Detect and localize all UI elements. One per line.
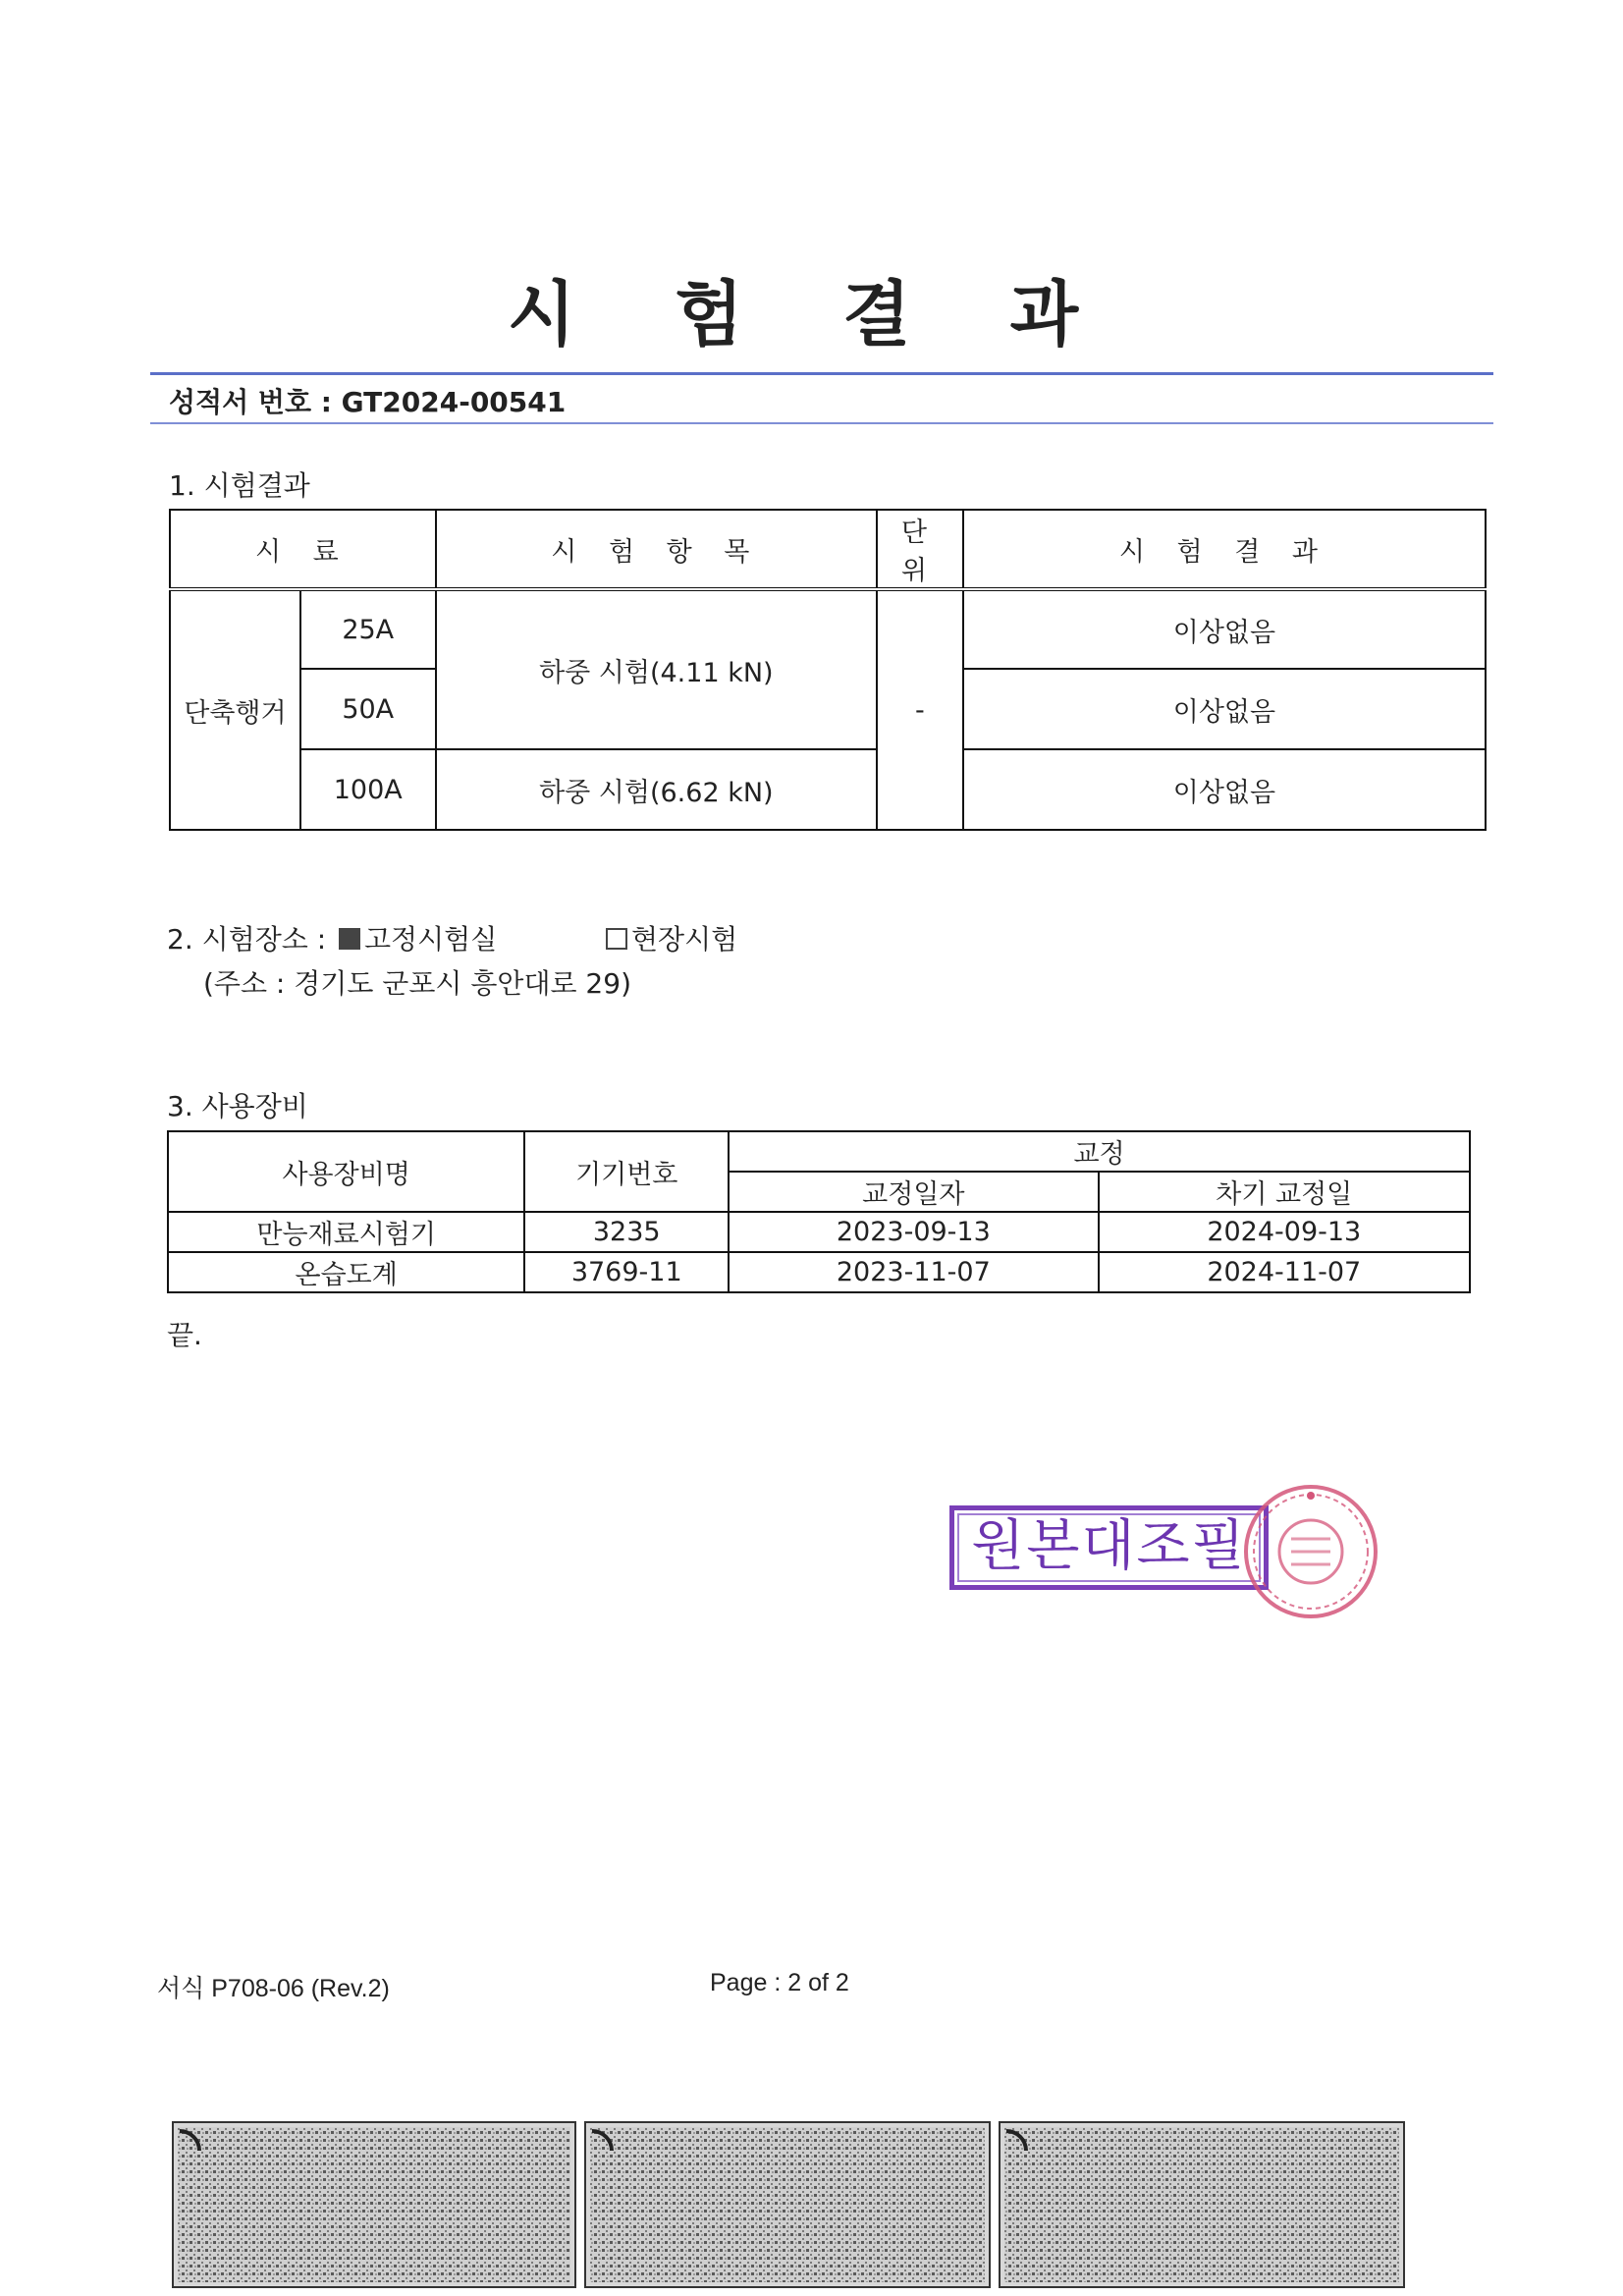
sample-size: 50A xyxy=(300,669,436,749)
checkbox-checked-icon xyxy=(339,928,360,950)
end-mark: 끝. xyxy=(167,1319,202,1351)
header-serial-number: 기기번호 xyxy=(524,1131,729,1212)
document-title: 시 험 결 과 xyxy=(507,273,1116,355)
calibration-date: 2023-09-13 xyxy=(729,1212,1098,1252)
test-address: (주소 : 경기도 군포시 흥안대로 29) xyxy=(203,967,631,1000)
test-result-table xyxy=(169,509,1487,831)
sample-name: 단축행거 xyxy=(170,589,300,830)
security-pattern xyxy=(174,2123,574,2286)
test-result: 이상없음 xyxy=(963,749,1486,830)
test-item: 하중 시험(6.62 kN) xyxy=(436,749,877,830)
calibration-date: 2023-11-07 xyxy=(729,1252,1098,1292)
unit-value: - xyxy=(877,589,963,830)
test-item: 하중 시험(4.11 kN) xyxy=(436,589,877,749)
header-unit: 단 위 xyxy=(877,510,963,589)
stamp-text: 원본대조필 xyxy=(971,1514,1247,1578)
sample-size: 25A xyxy=(300,589,436,669)
page-number: Page : 2 of 2 xyxy=(710,1969,849,1996)
checkbox-unchecked-icon xyxy=(606,928,627,950)
header-sample: 시 료 xyxy=(170,510,436,589)
security-code-3 xyxy=(999,2121,1405,2288)
equipment-serial: 3235 xyxy=(524,1212,729,1252)
option-field-test xyxy=(606,918,737,957)
header-rule-bottom xyxy=(150,422,1493,424)
certified-copy-stamp xyxy=(949,1505,1269,1590)
equipment-table xyxy=(167,1130,1471,1293)
equipment-name: 만능재료시험기 xyxy=(168,1212,524,1252)
stamp-inner-border xyxy=(957,1513,1261,1582)
next-calibration-date: 2024-09-13 xyxy=(1099,1212,1470,1252)
header-test-item: 시 험 항 목 xyxy=(436,510,877,589)
header-equipment-name: 사용장비명 xyxy=(168,1131,524,1212)
form-number: 서식 P708-06 (Rev.2) xyxy=(157,1975,390,2002)
equipment-name: 온습도계 xyxy=(168,1252,524,1292)
test-result: 이상없음 xyxy=(963,589,1486,669)
next-calibration-date: 2024-11-07 xyxy=(1099,1252,1470,1292)
header-calibration-date: 교정일자 xyxy=(729,1172,1098,1212)
company-seal-icon xyxy=(1237,1478,1384,1625)
section2-heading: 2. 시험장소 : xyxy=(167,923,327,956)
equipment-serial: 3769-11 xyxy=(524,1252,729,1292)
test-result: 이상없음 xyxy=(963,669,1486,749)
section3-heading: 3. 사용장비 xyxy=(167,1090,308,1122)
header-next-calibration: 차기 교정일 xyxy=(1099,1172,1470,1212)
sample-size: 100A xyxy=(300,749,436,830)
option-fixed-label: 고정시험실 xyxy=(364,923,498,956)
security-pattern xyxy=(1001,2123,1403,2286)
security-pattern xyxy=(586,2123,989,2286)
header-test-result: 시 험 결 과 xyxy=(963,510,1486,589)
section1-heading: 1. 시험결과 xyxy=(169,469,310,502)
option-field-label: 현장시험 xyxy=(631,923,738,956)
security-code-2 xyxy=(584,2121,991,2288)
security-code-1 xyxy=(172,2121,576,2288)
report-number: 성적서 번호 : GT2024-00541 xyxy=(169,386,567,418)
header-calibration: 교정 xyxy=(729,1131,1470,1172)
option-fixed-lab xyxy=(339,918,497,957)
header-rule-top xyxy=(150,372,1493,375)
